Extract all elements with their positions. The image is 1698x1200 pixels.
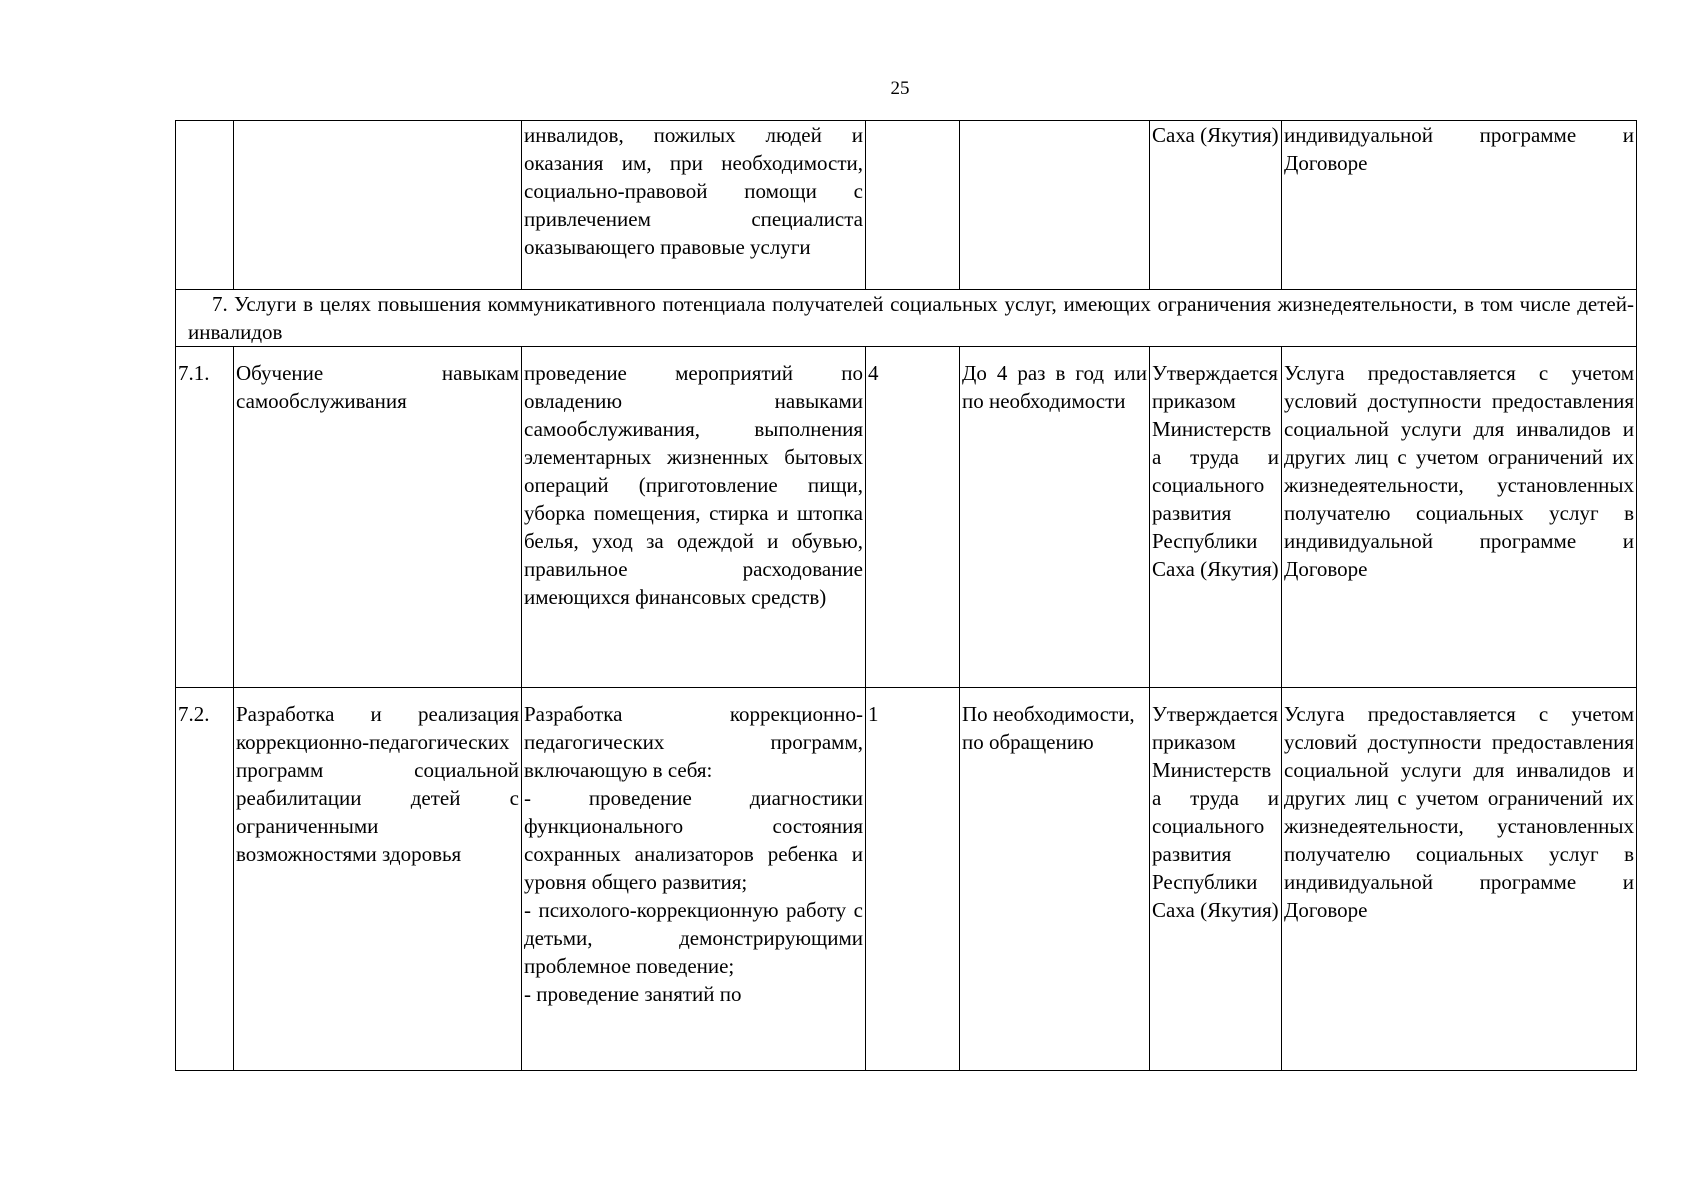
cell-quantity: 4 xyxy=(866,347,960,688)
cell-service-name: Разработка и реализация коррекционно-педагогических программ социальной реабилитации детей с ограниченными возможностями здоровья xyxy=(234,688,522,1071)
cell-description: Разработка коррекционно-педагогических программ, включающую в себя: - проведение диагностики функционального состояния сохранных анализаторов ребенка и уровня общего развития; - психолого-коррекционную работу с детьми, демонстрирующими проблемное поведение; - проведение занятий по xyxy=(522,688,866,1071)
table-row-continued xyxy=(176,121,1637,290)
cell-number xyxy=(176,121,234,290)
cell-number: 7.1. xyxy=(176,347,234,688)
page-number: 25 xyxy=(890,78,910,99)
cell-quantity xyxy=(866,121,960,290)
cell-service-name xyxy=(234,121,522,290)
cell-number: 7.2. xyxy=(176,688,234,1071)
table-row xyxy=(176,347,1637,688)
cell-approval: Утверждается приказом Министерства труда и социального развития Республики Саха (Якутия) xyxy=(1150,688,1282,1071)
section-title: Услуги в целях повышения коммуникативного потенциала получателей социальных услуг, имеющих ограничения жизнедеятельности, в том числе детей-инвалидов xyxy=(188,292,1634,344)
cell-description: проведение мероприятий по овладению навыками самообслуживания, выполнения элементарных жизненных бытовых операций (приготовление пищи, уборка помещения, стирка и штопка белья, уход за одеждой и обувью, правильное расходование имеющихся финансовых средств) xyxy=(522,347,866,688)
cell-conditions: Услуга предоставляется с учетом условий доступности предоставления социальной услуги для инвалидов и других лиц с учетом ограничений их жизнедеятельности, установленных получателю социальных услуг в индивидуальной программе и Договоре xyxy=(1282,688,1637,1071)
cell-conditions: индивидуальной программе и Договоре xyxy=(1282,121,1637,290)
cell-frequency: По необходимости, по обращению xyxy=(960,688,1150,1071)
cell-approval: Утверждается приказом Министерства труда и социального развития Республики Саха (Якутия) xyxy=(1150,347,1282,688)
table-row xyxy=(176,688,1637,1071)
cell-description: инвалидов, пожилых людей и оказания им, при необходимости, социально-правовой помощи с привлечением специалиста оказывающего правовые услуги xyxy=(522,121,866,290)
cell-approval: Саха (Якутия) xyxy=(1150,121,1282,290)
cell-conditions: Услуга предоставляется с учетом условий доступности предоставления социальной услуги для инвалидов и других лиц с учетом ограничений их жизнедеятельности, установленных получателю социальных услуг в индивидуальной программе и Договоре xyxy=(1282,347,1637,688)
section-header-row xyxy=(176,290,1637,347)
cell-frequency: До 4 раз в год или по необходимости xyxy=(960,347,1150,688)
section-number: 7. xyxy=(212,292,228,316)
cell-frequency xyxy=(960,121,1150,290)
services-table xyxy=(175,120,1637,1071)
cell-service-name: Обучение навыкам самообслуживания xyxy=(234,347,522,688)
section-header xyxy=(176,290,1637,347)
cell-quantity: 1 xyxy=(866,688,960,1071)
